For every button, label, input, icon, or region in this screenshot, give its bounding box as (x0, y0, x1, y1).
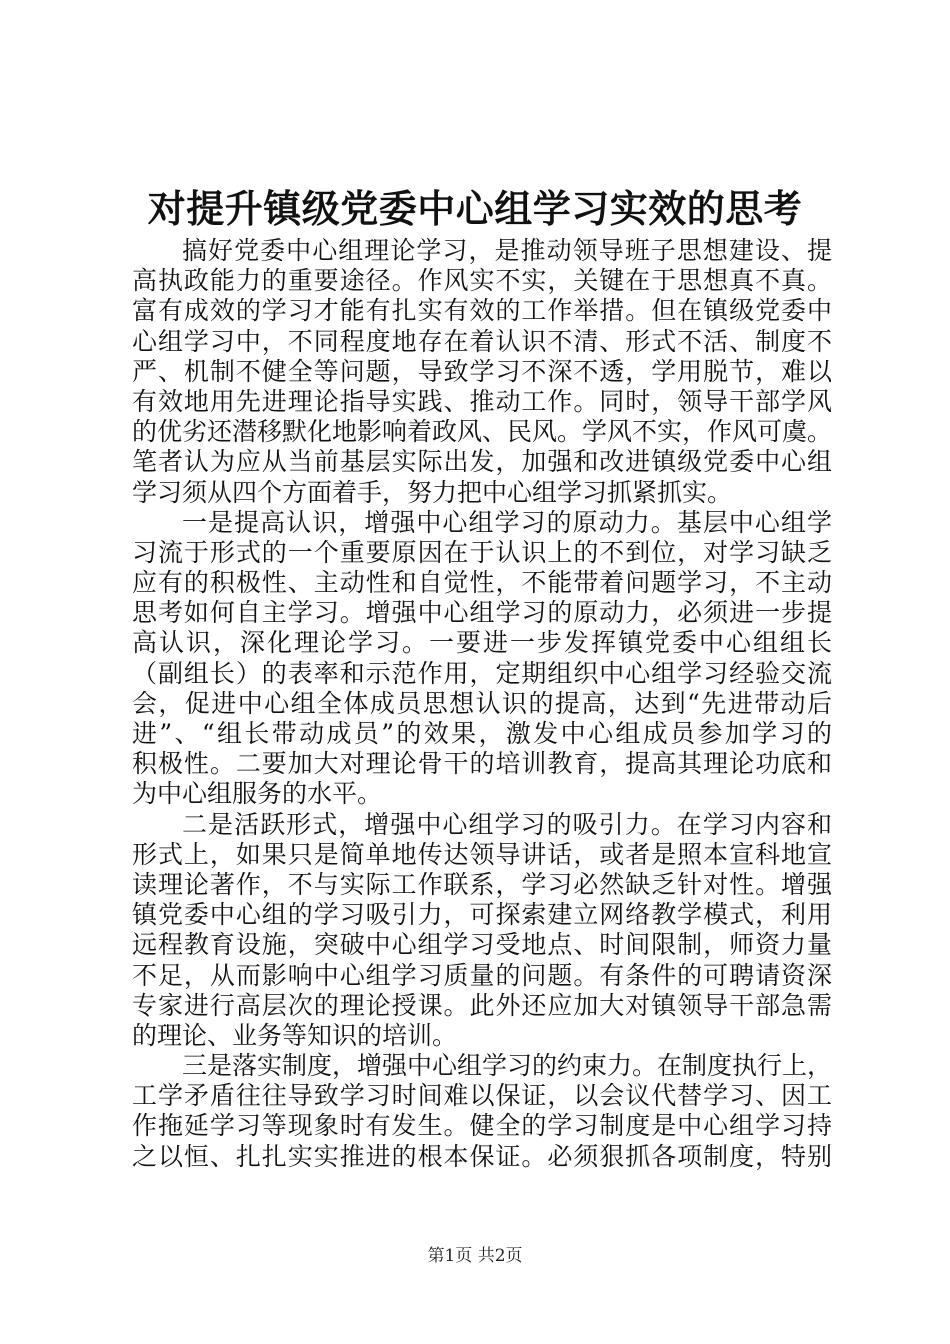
text-line: 三是落实制度，增强中心组学习的约束力。在制度执行上， (182, 1051, 833, 1081)
text-line: 镇党委中心组的学习吸引力，可探索建立网络教学模式，利用 (132, 900, 832, 930)
text-line: 一是提高认识，增强中心组学习的原动力。基层中心组学 (182, 507, 832, 537)
text-line: 作拖延学习等现象时有发生。健全的学习制度是中心组学习持 (132, 1111, 832, 1141)
text-line: 思考如何自主学习。增强中心组学习的原动力，必须进一步提 (132, 598, 832, 628)
text-line: 不足，从而影响中心组学习质量的问题。有条件的可聘请资深 (132, 960, 832, 990)
text-line: 应有的积极性、主动性和自觉性，不能带着问题学习，不主动 (132, 568, 832, 598)
text-line: 进”、“组长带动成员”的效果，激发中心组成员参加学习的 (132, 719, 832, 748)
text-line: 二是活跃形式，增强中心组学习的吸引力。在学习内容和 (182, 809, 832, 839)
text-line: 学习须从四个方面着手，努力把中心组学习抓紧抓实。 (132, 477, 733, 507)
text-line: 富有成效的学习才能有扎实有效的工作举措。但在镇级党委中 (132, 296, 832, 326)
text-line: 积极性。二要加大对理论骨干的培训教育，提高其理论功底和 (132, 749, 832, 779)
text-line: 之以恒、扎扎实实推进的根本保证。必须狠抓各项制度，特别 (132, 1141, 832, 1171)
text-line: 专家进行高层次的理论授课。此外还应加大对镇领导干部急需 (132, 990, 832, 1020)
text-line: 会，促进中心组全体成员思想认识的提高，达到“先进带动后 (132, 688, 832, 718)
text-line: 的理论、业务等知识的培训。 (132, 1020, 458, 1050)
page-footer: 第1页 共2页 (427, 1246, 523, 1266)
document-body (132, 236, 832, 1172)
text-line: 有效地用先进理论指导实践、推动工作。同时，领导干部学风 (132, 386, 832, 416)
text-line: 形式上，如果只是简单地传达领导讲话，或者是照本宣科地宣 (132, 839, 832, 869)
document-title: 对提升镇级党委中心组学习实效的思考 (147, 186, 803, 231)
text-line: 工学矛盾往往导致学习时间难以保证，以会议代替学习、因工 (132, 1081, 832, 1111)
text-line: 读理论著作，不与实际工作联系，学习必然缺乏针对性。增强 (132, 869, 832, 899)
text-line: 为中心组服务的水平。 (132, 779, 383, 809)
text-line: 笔者认为应从当前基层实际出发，加强和改进镇级党委中心组 (132, 447, 832, 477)
text-line: 心组学习中，不同程度地存在着认识不清、形式不活、制度不 (132, 326, 832, 356)
text-line: （副组长）的表率和示范作用，定期组织中心组学习经验交流 (132, 658, 832, 688)
text-line: 严、机制不健全等问题，导致学习不深不透，学用脱节，难以 (132, 356, 832, 386)
text-line: 搞好党委中心组理论学习，是推动领导班子思想建设、提 (182, 236, 832, 265)
text-line: 的优劣还潜移默化地影响着政风、民风。学风不实，作风可虞。 (132, 417, 833, 447)
text-line: 高执政能力的重要途径。作风实不实，关键在于思想真不真。 (132, 266, 832, 296)
text-line: 远程教育设施，突破中心组学习受地点、时间限制，师资力量 (132, 930, 832, 960)
text-line: 习流于形式的一个重要原因在于认识上的不到位，对学习缺乏 (132, 537, 832, 567)
text-line: 高认识，深化理论学习。一要进一步发挥镇党委中心组组长 (132, 628, 832, 658)
